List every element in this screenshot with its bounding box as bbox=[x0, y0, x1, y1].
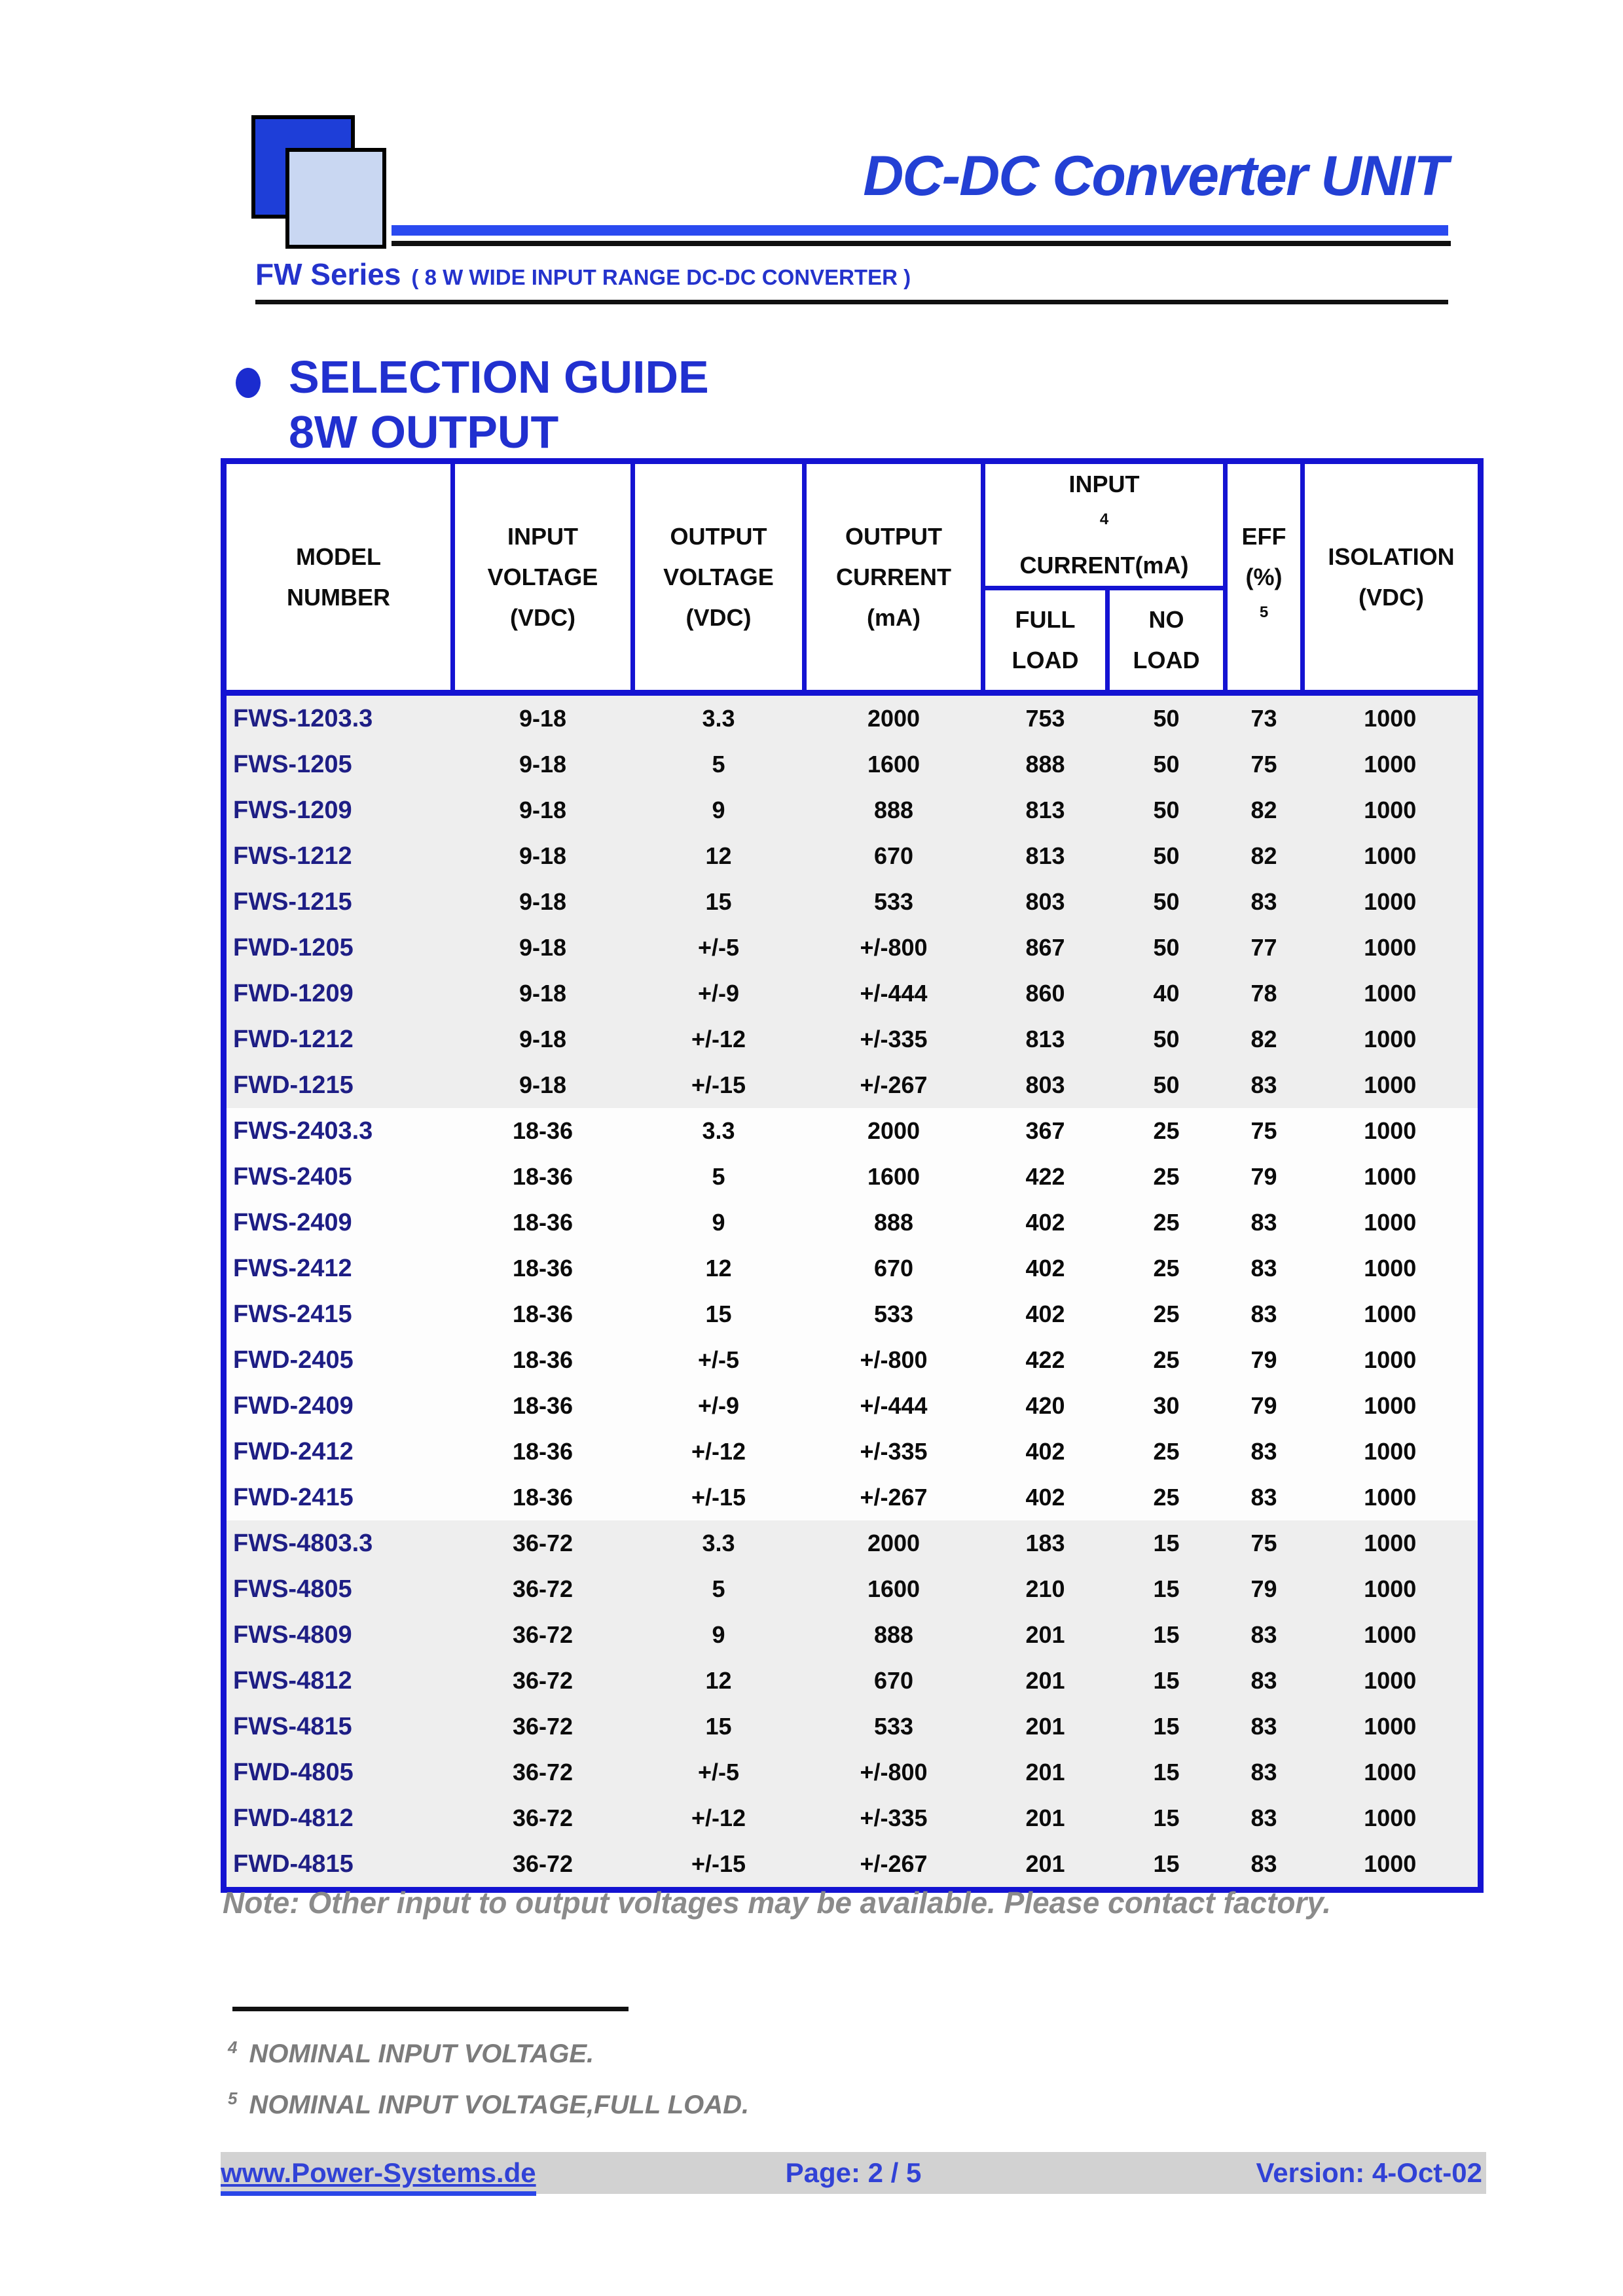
cell-no-load: 50 bbox=[1153, 934, 1180, 961]
cell-output-current: 2000 bbox=[867, 705, 921, 732]
cell-isolation: 1000 bbox=[1364, 1850, 1417, 1877]
cell-isolation: 1000 bbox=[1364, 797, 1417, 823]
cell-eff: 78 bbox=[1250, 980, 1277, 1007]
table-row bbox=[224, 879, 1481, 925]
cell-eff: 73 bbox=[1250, 705, 1277, 732]
series-line bbox=[255, 257, 911, 292]
cell-input-voltage: 36-72 bbox=[512, 1575, 574, 1602]
cell-output-current: 1600 bbox=[867, 1575, 921, 1602]
cell-isolation: 1000 bbox=[1364, 1575, 1417, 1602]
cell-full-load: 860 bbox=[1025, 980, 1065, 1007]
cell-no-load: 40 bbox=[1153, 980, 1180, 1007]
cell-output-voltage: +/-12 bbox=[691, 1438, 746, 1465]
cell-model: FWD-4805 bbox=[233, 1758, 354, 1786]
cell-isolation: 1000 bbox=[1364, 1163, 1417, 1190]
table-row bbox=[224, 1429, 1481, 1475]
col-header-isolation-line1: ISOLATION bbox=[1328, 543, 1455, 570]
cell-output-voltage: +/-15 bbox=[691, 1850, 746, 1877]
cell-input-voltage: 36-72 bbox=[512, 1759, 574, 1785]
col-header-output-current-line1: OUTPUT bbox=[845, 522, 942, 550]
cell-no-load: 50 bbox=[1153, 1071, 1180, 1098]
cell-output-voltage: 5 bbox=[712, 751, 725, 778]
cell-output-voltage: 5 bbox=[712, 1575, 725, 1602]
cell-model: FWS-1205 bbox=[233, 750, 352, 778]
cell-full-load: 210 bbox=[1025, 1575, 1065, 1602]
cell-output-current: 2000 bbox=[867, 1530, 921, 1556]
cell-eff: 77 bbox=[1250, 934, 1277, 961]
cell-output-current: +/-800 bbox=[860, 934, 928, 961]
footnote-5-marker: 5 bbox=[228, 2088, 238, 2108]
cell-isolation: 1000 bbox=[1364, 1209, 1417, 1236]
cell-output-voltage: 3.3 bbox=[702, 705, 735, 732]
cell-model: FWD-2405 bbox=[233, 1346, 354, 1374]
footer-bar bbox=[221, 2152, 1486, 2194]
cell-full-load: 813 bbox=[1025, 1026, 1065, 1052]
website-link[interactable]: www.Power-Systems.de bbox=[221, 2157, 536, 2196]
cell-model: FWS-1209 bbox=[233, 796, 352, 824]
cell-full-load: 402 bbox=[1025, 1209, 1065, 1236]
cell-full-load: 201 bbox=[1025, 1759, 1065, 1785]
table-row bbox=[224, 925, 1481, 971]
table-row bbox=[224, 1200, 1481, 1246]
table-row bbox=[224, 1246, 1481, 1291]
col-header-no-load-line2: LOAD bbox=[1133, 647, 1200, 673]
cell-no-load: 15 bbox=[1153, 1850, 1180, 1877]
cell-isolation: 1000 bbox=[1364, 1071, 1417, 1098]
cell-output-voltage: +/-15 bbox=[691, 1484, 746, 1511]
cell-output-voltage: 12 bbox=[705, 1255, 732, 1282]
col-header-output-voltage bbox=[633, 461, 805, 693]
cell-input-voltage: 9-18 bbox=[519, 980, 567, 1007]
cell-model: FWD-2415 bbox=[233, 1483, 354, 1511]
cell-input-voltage: 18-36 bbox=[512, 1117, 574, 1144]
cell-full-load: 183 bbox=[1025, 1530, 1065, 1556]
cell-eff: 83 bbox=[1250, 888, 1277, 915]
col-header-output-current-line3: (mA) bbox=[867, 603, 921, 631]
cell-eff: 82 bbox=[1250, 1026, 1277, 1052]
cell-no-load: 50 bbox=[1153, 842, 1180, 869]
page-indicator: Page: 2 / 5 bbox=[785, 2157, 922, 2188]
cell-no-load: 15 bbox=[1153, 1621, 1180, 1648]
cell-input-voltage: 9-18 bbox=[519, 842, 567, 869]
cell-input-voltage: 18-36 bbox=[512, 1392, 574, 1419]
cell-isolation: 1000 bbox=[1364, 842, 1417, 869]
cell-output-voltage: +/-12 bbox=[691, 1026, 746, 1052]
table-row bbox=[224, 1658, 1481, 1704]
header-accent-bar bbox=[392, 225, 1448, 236]
cell-full-load: 753 bbox=[1025, 705, 1065, 732]
cell-eff: 82 bbox=[1250, 797, 1277, 823]
cell-model: FWS-4812 bbox=[233, 1666, 352, 1695]
table-row bbox=[224, 1612, 1481, 1658]
cell-model: FWS-2412 bbox=[233, 1254, 352, 1282]
cell-full-load: 201 bbox=[1025, 1850, 1065, 1877]
cell-no-load: 50 bbox=[1153, 705, 1180, 732]
cell-no-load: 15 bbox=[1153, 1575, 1180, 1602]
cell-model: FWD-1205 bbox=[233, 933, 354, 961]
cell-model: FWD-2412 bbox=[233, 1437, 354, 1465]
cell-eff: 79 bbox=[1250, 1346, 1277, 1373]
cell-output-current: +/-267 bbox=[860, 1850, 928, 1877]
cell-no-load: 15 bbox=[1153, 1530, 1180, 1556]
cell-input-voltage: 36-72 bbox=[512, 1530, 574, 1556]
table-row bbox=[224, 833, 1481, 879]
col-header-no-load bbox=[1108, 588, 1226, 693]
cell-output-current: 2000 bbox=[867, 1117, 921, 1144]
cell-model: FWD-1209 bbox=[233, 979, 354, 1007]
cell-full-load: 813 bbox=[1025, 842, 1065, 869]
cell-output-voltage: 12 bbox=[705, 1667, 732, 1694]
cell-input-voltage: 18-36 bbox=[512, 1209, 574, 1236]
cell-isolation: 1000 bbox=[1364, 1759, 1417, 1785]
cell-eff: 75 bbox=[1250, 1117, 1277, 1144]
table-row bbox=[224, 1795, 1481, 1841]
table-row bbox=[224, 1154, 1481, 1200]
cell-output-current: +/-267 bbox=[860, 1484, 928, 1511]
cell-no-load: 15 bbox=[1153, 1804, 1180, 1831]
cell-model: FWD-4815 bbox=[233, 1850, 354, 1878]
cell-full-load: 201 bbox=[1025, 1804, 1065, 1831]
series-rule bbox=[255, 300, 1448, 304]
series-subtitle: ( 8 W WIDE INPUT RANGE DC-DC CONVERTER ) bbox=[411, 265, 911, 289]
cell-output-voltage: 5 bbox=[712, 1163, 725, 1190]
cell-eff: 83 bbox=[1250, 1255, 1277, 1282]
cell-model: FWS-2409 bbox=[233, 1208, 352, 1236]
cell-input-voltage: 9-18 bbox=[519, 1026, 567, 1052]
col-header-isolation bbox=[1303, 461, 1481, 693]
table-row bbox=[224, 1016, 1481, 1062]
cell-eff: 83 bbox=[1250, 1667, 1277, 1694]
cell-model: FWD-2409 bbox=[233, 1391, 354, 1420]
table-row bbox=[224, 1566, 1481, 1612]
cell-input-voltage: 9-18 bbox=[519, 934, 567, 961]
col-header-output-voltage-line1: OUTPUT bbox=[670, 522, 767, 550]
cell-input-voltage: 36-72 bbox=[512, 1713, 574, 1740]
cell-isolation: 1000 bbox=[1364, 1621, 1417, 1648]
footnote-4 bbox=[228, 2039, 594, 2069]
footnote-5-text: NOMINAL INPUT VOLTAGE,FULL LOAD. bbox=[249, 2090, 750, 2119]
cell-output-current: 670 bbox=[873, 842, 914, 869]
cell-output-voltage: +/-15 bbox=[691, 1071, 746, 1098]
cell-no-load: 50 bbox=[1153, 888, 1180, 915]
cell-input-voltage: 9-18 bbox=[519, 751, 567, 778]
cell-eff: 83 bbox=[1250, 1071, 1277, 1098]
cell-no-load: 30 bbox=[1153, 1392, 1180, 1419]
col-header-eff-line1: EFF bbox=[1241, 522, 1286, 550]
cell-model: FWS-1215 bbox=[233, 888, 352, 916]
col-header-output-current-line2: CURRENT bbox=[836, 563, 951, 590]
cell-output-current: +/-444 bbox=[860, 980, 928, 1007]
cell-eff: 75 bbox=[1250, 1530, 1277, 1556]
col-header-input-current-line2: CURRENT(mA) bbox=[1019, 552, 1189, 579]
cell-input-voltage: 18-36 bbox=[512, 1484, 574, 1511]
cell-isolation: 1000 bbox=[1364, 1255, 1417, 1282]
cell-model: FWS-4805 bbox=[233, 1575, 352, 1603]
section-subheading: 8W OUTPUT bbox=[289, 406, 559, 457]
cell-full-load: 367 bbox=[1025, 1117, 1065, 1144]
cell-output-voltage: 15 bbox=[705, 1300, 732, 1327]
footnote-5 bbox=[228, 2090, 749, 2120]
cell-full-load: 402 bbox=[1025, 1484, 1065, 1511]
cell-eff: 79 bbox=[1250, 1392, 1277, 1419]
cell-isolation: 1000 bbox=[1364, 705, 1417, 732]
cell-isolation: 1000 bbox=[1364, 1530, 1417, 1556]
cell-eff: 79 bbox=[1250, 1163, 1277, 1190]
col-header-input-voltage-line1: INPUT bbox=[507, 522, 578, 550]
table-row bbox=[224, 1475, 1481, 1520]
col-header-full-load-line2: LOAD bbox=[1012, 647, 1079, 673]
cell-isolation: 1000 bbox=[1364, 1392, 1417, 1419]
col-header-eff-line2: (%) $^5$ bbox=[1245, 563, 1283, 621]
cell-output-current: 888 bbox=[873, 1621, 914, 1648]
cell-input-voltage: 18-36 bbox=[512, 1255, 574, 1282]
cell-full-load: 402 bbox=[1025, 1300, 1065, 1327]
col-header-input-voltage bbox=[453, 461, 633, 693]
cell-output-voltage: 15 bbox=[705, 888, 732, 915]
cell-isolation: 1000 bbox=[1364, 751, 1417, 778]
cell-model: FWS-2415 bbox=[233, 1300, 352, 1328]
cell-output-voltage: 9 bbox=[712, 797, 725, 823]
header-rule bbox=[392, 241, 1451, 246]
cell-no-load: 25 bbox=[1153, 1346, 1180, 1373]
table-row bbox=[224, 1704, 1481, 1749]
cell-output-current: 1600 bbox=[867, 1163, 921, 1190]
cell-model: FWS-4809 bbox=[233, 1621, 352, 1649]
cell-full-load: 803 bbox=[1025, 1071, 1065, 1098]
cell-eff: 83 bbox=[1250, 1850, 1277, 1877]
cell-no-load: 15 bbox=[1153, 1713, 1180, 1740]
cell-eff: 83 bbox=[1250, 1713, 1277, 1740]
cell-output-voltage: 15 bbox=[705, 1713, 732, 1740]
cell-isolation: 1000 bbox=[1364, 1438, 1417, 1465]
col-header-output-current bbox=[805, 461, 983, 693]
footnote-4-text: NOMINAL INPUT VOLTAGE. bbox=[249, 2039, 594, 2068]
cell-eff: 82 bbox=[1250, 842, 1277, 869]
table-row bbox=[224, 1520, 1481, 1566]
cell-no-load: 25 bbox=[1153, 1117, 1180, 1144]
cell-input-voltage: 9-18 bbox=[519, 888, 567, 915]
table-row bbox=[224, 1841, 1481, 1890]
cell-eff: 83 bbox=[1250, 1804, 1277, 1831]
cell-output-current: 533 bbox=[873, 1713, 914, 1740]
table-row bbox=[224, 971, 1481, 1016]
cell-no-load: 50 bbox=[1153, 751, 1180, 778]
cell-model: FWS-1212 bbox=[233, 842, 352, 870]
cell-isolation: 1000 bbox=[1364, 1713, 1417, 1740]
cell-isolation: 1000 bbox=[1364, 1117, 1417, 1144]
col-header-full-load bbox=[983, 588, 1108, 693]
cell-isolation: 1000 bbox=[1364, 1484, 1417, 1511]
table-row bbox=[224, 1383, 1481, 1429]
cell-input-voltage: 18-36 bbox=[512, 1438, 574, 1465]
cell-eff: 75 bbox=[1250, 751, 1277, 778]
cell-input-voltage: 36-72 bbox=[512, 1621, 574, 1648]
cell-full-load: 420 bbox=[1025, 1392, 1065, 1419]
cell-isolation: 1000 bbox=[1364, 1346, 1417, 1373]
cell-no-load: 50 bbox=[1153, 797, 1180, 823]
cell-isolation: 1000 bbox=[1364, 888, 1417, 915]
col-header-model-line1: MODEL bbox=[296, 543, 381, 570]
cell-full-load: 867 bbox=[1025, 934, 1065, 961]
cell-output-voltage: 3.3 bbox=[702, 1117, 735, 1144]
cell-isolation: 1000 bbox=[1364, 1667, 1417, 1694]
col-header-input-current-line1: INPUT $^4$ bbox=[1068, 471, 1140, 528]
col-header-output-voltage-line2: VOLTAGE bbox=[663, 563, 774, 590]
table-row bbox=[224, 787, 1481, 833]
page-title: DC-DC Converter UNIT bbox=[863, 145, 1447, 207]
cell-input-voltage: 9-18 bbox=[519, 1071, 567, 1098]
selection-guide-table bbox=[221, 458, 1484, 1893]
cell-full-load: 422 bbox=[1025, 1163, 1065, 1190]
cell-full-load: 813 bbox=[1025, 797, 1065, 823]
cell-input-voltage: 9-18 bbox=[519, 705, 567, 732]
cell-no-load: 50 bbox=[1153, 1026, 1180, 1052]
cell-full-load: 803 bbox=[1025, 888, 1065, 915]
cell-output-voltage: 12 bbox=[705, 842, 732, 869]
cell-full-load: 201 bbox=[1025, 1621, 1065, 1648]
cell-input-voltage: 18-36 bbox=[512, 1300, 574, 1327]
cell-eff: 83 bbox=[1250, 1438, 1277, 1465]
cell-full-load: 201 bbox=[1025, 1713, 1065, 1740]
cell-model: FWD-4812 bbox=[233, 1804, 354, 1832]
cell-output-voltage: 9 bbox=[712, 1621, 725, 1648]
cell-isolation: 1000 bbox=[1364, 934, 1417, 961]
table-row bbox=[224, 1062, 1481, 1108]
cell-output-voltage: +/-5 bbox=[697, 934, 740, 961]
cell-full-load: 402 bbox=[1025, 1255, 1065, 1282]
col-header-eff bbox=[1226, 461, 1303, 693]
cell-input-voltage: 18-36 bbox=[512, 1163, 574, 1190]
cell-no-load: 25 bbox=[1153, 1255, 1180, 1282]
col-header-input-voltage-line3: (VDC) bbox=[510, 603, 575, 631]
cell-input-voltage: 36-72 bbox=[512, 1850, 574, 1877]
cell-output-current: +/-800 bbox=[860, 1759, 928, 1785]
cell-eff: 83 bbox=[1250, 1209, 1277, 1236]
cell-output-current: +/-444 bbox=[860, 1392, 928, 1419]
cell-eff: 83 bbox=[1250, 1759, 1277, 1785]
cell-input-voltage: 36-72 bbox=[512, 1804, 574, 1831]
cell-full-load: 201 bbox=[1025, 1667, 1065, 1694]
footnote-ref-5: 5 bbox=[1259, 603, 1269, 621]
cell-output-current: 1600 bbox=[867, 751, 921, 778]
bullet-icon bbox=[236, 368, 261, 398]
table-row bbox=[224, 1291, 1481, 1337]
footnote-ref-4: 4 bbox=[1099, 511, 1109, 528]
footnote-4-marker: 4 bbox=[228, 2037, 238, 2057]
footnote-rule bbox=[232, 2007, 629, 2011]
cell-full-load: 402 bbox=[1025, 1438, 1065, 1465]
col-header-isolation-line2: (VDC) bbox=[1359, 583, 1424, 611]
col-header-output-voltage-line3: (VDC) bbox=[685, 603, 752, 631]
cell-no-load: 25 bbox=[1153, 1300, 1180, 1327]
table-row bbox=[224, 742, 1481, 787]
cell-no-load: 25 bbox=[1153, 1484, 1180, 1511]
cell-isolation: 1000 bbox=[1364, 1804, 1417, 1831]
cell-eff: 79 bbox=[1250, 1575, 1277, 1602]
col-header-input-voltage-line2: VOLTAGE bbox=[487, 563, 598, 590]
cell-no-load: 25 bbox=[1153, 1163, 1180, 1190]
table-row bbox=[224, 1337, 1481, 1383]
cell-model: FWS-1203.3 bbox=[233, 704, 373, 732]
cell-output-current: +/-335 bbox=[860, 1026, 928, 1052]
cell-output-current: +/-800 bbox=[860, 1346, 928, 1373]
cell-full-load: 422 bbox=[1025, 1346, 1065, 1373]
col-header-input-current-group bbox=[983, 461, 1226, 588]
cell-output-current: +/-335 bbox=[860, 1804, 928, 1831]
cell-isolation: 1000 bbox=[1364, 980, 1417, 1007]
cell-model: FWS-4815 bbox=[233, 1712, 352, 1740]
table-row bbox=[224, 1108, 1481, 1154]
cell-model: FWS-2403.3 bbox=[233, 1117, 373, 1145]
cell-output-current: +/-335 bbox=[860, 1438, 928, 1465]
cell-output-voltage: +/-9 bbox=[697, 980, 740, 1007]
cell-no-load: 25 bbox=[1153, 1438, 1180, 1465]
cell-output-current: +/-267 bbox=[860, 1071, 928, 1098]
col-header-no-load-line1: NO bbox=[1148, 606, 1184, 633]
cell-eff: 83 bbox=[1250, 1484, 1277, 1511]
table-row bbox=[224, 1749, 1481, 1795]
col-header-model-line2: NUMBER bbox=[287, 583, 390, 611]
cell-input-voltage: 18-36 bbox=[512, 1346, 574, 1373]
cell-no-load: 25 bbox=[1153, 1209, 1180, 1236]
cell-output-voltage: +/-9 bbox=[697, 1392, 740, 1419]
cell-output-voltage: 9 bbox=[712, 1209, 725, 1236]
cell-input-voltage: 36-72 bbox=[512, 1667, 574, 1694]
section-heading: SELECTION GUIDE bbox=[289, 351, 709, 403]
cell-output-current: 670 bbox=[873, 1255, 914, 1282]
cell-full-load: 888 bbox=[1025, 751, 1065, 778]
cell-output-voltage: +/-12 bbox=[691, 1804, 746, 1831]
table-row bbox=[224, 693, 1481, 742]
col-header-model bbox=[224, 461, 453, 693]
cell-no-load: 15 bbox=[1153, 1667, 1180, 1694]
cell-model: FWD-1212 bbox=[233, 1025, 354, 1053]
series-name: FW Series bbox=[255, 257, 401, 291]
cell-eff: 83 bbox=[1250, 1621, 1277, 1648]
cell-output-voltage: +/-5 bbox=[697, 1759, 740, 1785]
cell-isolation: 1000 bbox=[1364, 1026, 1417, 1052]
cell-output-current: 888 bbox=[873, 1209, 914, 1236]
cell-model: FWS-4803.3 bbox=[233, 1529, 373, 1557]
table-header bbox=[224, 461, 1481, 693]
cell-output-current: 670 bbox=[873, 1667, 914, 1694]
cell-output-current: 533 bbox=[873, 888, 914, 915]
cell-output-current: 533 bbox=[873, 1300, 914, 1327]
availability-note: Note: Other input to output voltages may be available. Please contact factory. bbox=[223, 1886, 1331, 1920]
version-label: Version: 4-Oct-02 bbox=[1256, 2157, 1482, 2188]
cell-output-current: 888 bbox=[873, 797, 914, 823]
cell-output-voltage: +/-5 bbox=[697, 1346, 740, 1373]
cell-input-voltage: 9-18 bbox=[519, 797, 567, 823]
cell-no-load: 15 bbox=[1153, 1759, 1180, 1785]
cell-model: FWS-2405 bbox=[233, 1162, 352, 1191]
cell-eff: 83 bbox=[1250, 1300, 1277, 1327]
table-body bbox=[224, 693, 1481, 1890]
cell-model: FWD-1215 bbox=[233, 1071, 354, 1099]
cell-isolation: 1000 bbox=[1364, 1300, 1417, 1327]
cell-output-voltage: 3.3 bbox=[702, 1530, 735, 1556]
col-header-full-load-line1: FULL bbox=[1015, 606, 1076, 633]
logo-square-front bbox=[285, 148, 386, 249]
